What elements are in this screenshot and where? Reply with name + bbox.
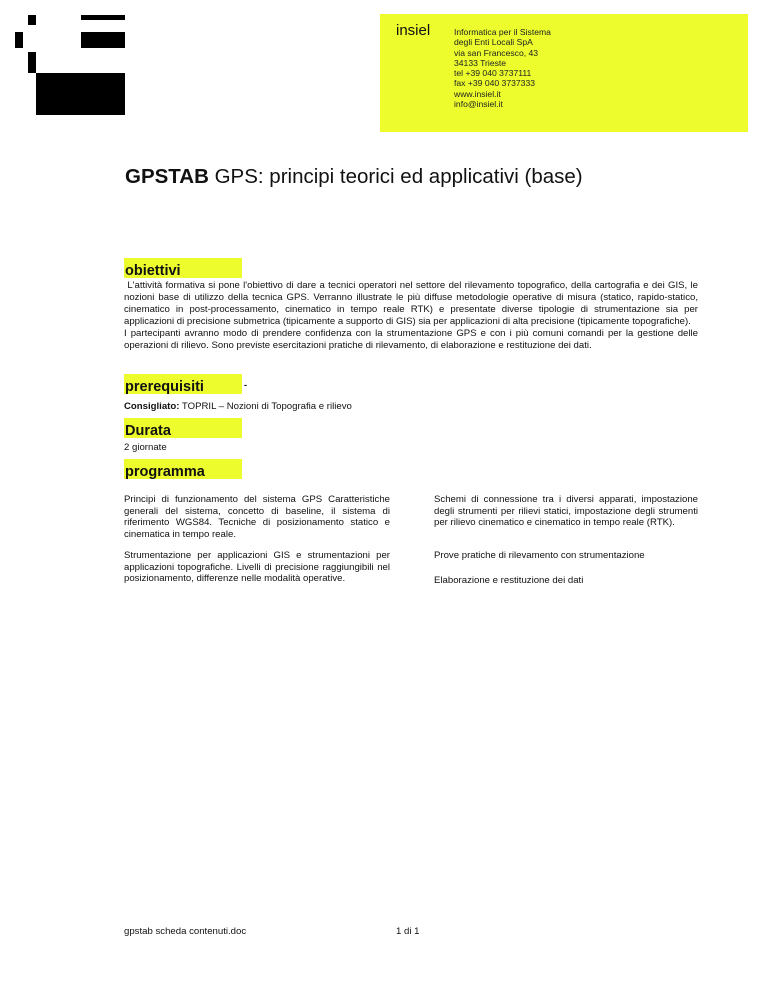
prerequisiti-label: Consigliato:	[124, 401, 180, 412]
prerequisiti-text	[124, 401, 352, 412]
prerequisiti-value: TOPRIL – Nozioni di Topografia e rilievo	[179, 401, 352, 412]
durata-text: 2 giornate	[124, 442, 167, 453]
address-line: Informatica per il Sistema	[454, 27, 551, 37]
stray-mark: -	[244, 380, 247, 390]
section-heading-durata: Durata	[124, 418, 242, 438]
section-heading-prerequisiti: prerequisiti	[124, 374, 242, 394]
address-line: fax +39 040 3737333	[454, 78, 535, 89]
address-line: www.insiel.it	[454, 88, 501, 99]
obiettivi-paragraph: I partecipanti avranno modo di prendere confidenza con la strumentazione GPS e con i più comuni comandi per la gestione delle operazioni di rilievo. Sono previste esercitazioni pratiche di rilevamento, di elaborazione e restituzione dei dati.	[124, 327, 698, 351]
brand-name: insiel	[396, 22, 431, 39]
logo-block	[81, 15, 125, 20]
programma-left-item: Principi di funzionamento del sistema GPS Caratteristiche generali del sistema, concetto di baseline, il sistema di riferimento WGS84. Tecniche di posizionamento statico e cinematica in tempo reale.	[124, 494, 390, 540]
section-heading-programma: programma	[124, 459, 242, 479]
address-line: degli Enti Locali SpA	[454, 37, 533, 48]
address-line: tel +39 040 3737111	[454, 68, 532, 79]
company-header-box	[380, 14, 748, 132]
obiettivi-paragraph: L'attività formativa si pone l'obiettivo di dare a tecnici operatori nel settore del rilevamento topografico, della cartografia e dei GIS, le nozioni base di utilizzo della tecnica GPS. Verranno illustrate le più diffuse metodologie operative di misura (statico, rapido-statico, cinematico in post-processamento, cinematico in tempo reale RTK) e presentate diverse tipologie di strumentazione sia per applicazioni di precisione submetrica (tipicamente a supporto di GIS) sia per applicazioni di alta precisione (tipicamente topografiche).	[124, 280, 701, 327]
address-line: info@insiel.it	[454, 99, 503, 110]
logo-block	[36, 73, 125, 115]
company-address	[454, 27, 551, 109]
obiettivi-text	[124, 280, 701, 351]
programma-right-item: Prove pratiche di rilevamento con strumentazione	[434, 550, 645, 561]
logo-block	[81, 32, 125, 48]
logo-block	[28, 52, 36, 73]
section-heading-obiettivi: obiettivi	[124, 258, 242, 278]
course-title: GPS: principi teorici ed applicativi (base)	[214, 165, 583, 188]
course-code: GPSTAB	[125, 165, 209, 188]
address-line: 34133 Trieste	[454, 57, 507, 68]
programma-left-item: Strumentazione per applicazioni GIS e strumentazioni per applicazioni topografiche. Livelli di precisione raggiungibili nel posizionamento, differenze nelle modalità operative.	[124, 550, 390, 584]
address-line: via san Francesco, 43	[454, 47, 539, 58]
logo-block	[28, 15, 36, 25]
programma-right-item: Schemi di connessione tra i diversi apparati, impostazione degli strumenti per rilievi statici, impostazione degli strumenti per rilievo cinematico e cinematico in tempo reale (RTK).	[434, 494, 698, 528]
logo-block	[15, 32, 23, 48]
page-title	[125, 165, 583, 189]
footer-page-number: 1 di 1	[396, 926, 420, 937]
programma-right-item: Elaborazione e restituzione dei dati	[434, 575, 584, 586]
footer-filename: gpstab scheda contenuti.doc	[124, 926, 247, 937]
